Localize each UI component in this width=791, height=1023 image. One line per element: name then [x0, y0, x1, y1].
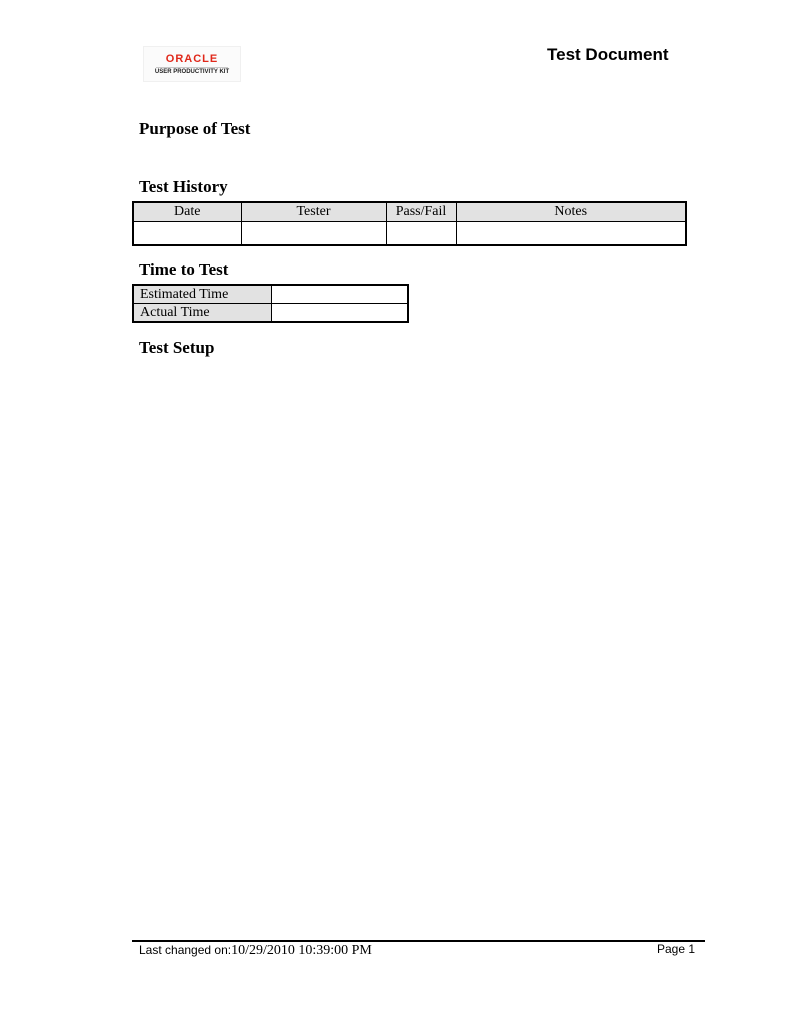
page-number: Page 1 [657, 942, 696, 956]
logo-divider [156, 67, 228, 68]
footer-divider [132, 940, 705, 942]
table-row [133, 304, 408, 323]
notes-cell [456, 222, 686, 246]
column-header-date: Date [133, 202, 241, 222]
actual-time-label: Actual Time [133, 304, 272, 323]
tester-cell [241, 222, 386, 246]
heading-test-history: Test History [139, 177, 228, 196]
date-cell [133, 222, 241, 246]
footer-last-changed-label: Last changed on: [139, 943, 232, 957]
estimated-time-value [272, 285, 409, 304]
time-to-test-table [132, 284, 409, 323]
column-header-notes: Notes [456, 202, 686, 222]
heading-purpose: Purpose of Test [139, 119, 251, 138]
document-title: Test Document [547, 45, 669, 64]
column-header-tester: Tester [241, 202, 386, 222]
logo-brand: ORACLE [165, 53, 219, 65]
heading-time-to-test: Time to Test [139, 260, 229, 279]
table-header-row [133, 202, 686, 222]
table-row [133, 285, 408, 304]
test-history-table [132, 201, 687, 246]
pass-fail-cell [386, 222, 456, 246]
logo-subtitle: USER PRODUCTIVITY KIT [154, 69, 230, 75]
footer-last-changed [139, 943, 372, 959]
estimated-time-label: Estimated Time [133, 285, 272, 304]
column-header-pass-fail: Pass/Fail [386, 202, 456, 222]
actual-time-value [272, 304, 409, 323]
footer-last-changed-date: 10/29/2010 10:39:00 PM [231, 943, 372, 958]
heading-test-setup: Test Setup [139, 338, 215, 357]
oracle-upk-logo [143, 46, 241, 82]
table-row [133, 222, 686, 246]
